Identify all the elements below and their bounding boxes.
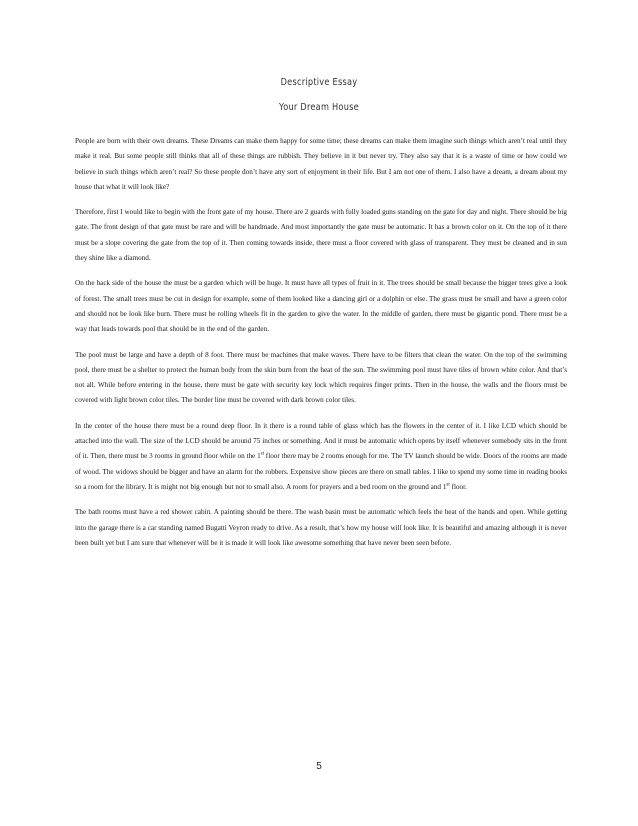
paragraph-5: In the center of the house there must be a round deep floor. In it there is a round table of glass which has the flowers in the center of it. I like LCD which should be attached into the wall. The size of the LCD should be around 75 inches or something. And it must be automatic which opens by itself whenever somebody sits in the front of it. Then, there must be 3 rooms in ground floor while on the 1st floor there may be 2 rooms enough for me. The TV launch should be wide. Doors of the rooms are made of wood. The widows should be bigger and have an alarm for the robbers. Expensive show pieces are there on small tables. I like to spend my some time in reading books so a room for the library. It is might not big enough but not to small also. A room for prayers and a bed room on the ground and 1st floor. <box>75 421 567 491</box>
paragraph-4: The pool must be large and have a depth of 8 foot. There must be machines that make waves. There have to be filters that clean the water. On the top of the swimming pool, there must be a shelter to protect the human body from the skin burn from the heat of the sun. The swimming pool must have tiles of brown white color. And that’s not all. While before entering in the house, there must be gate with security key lock which requires finger prints. Then in the house, the walls and the floors must be covered with light brown color tiles. The border line must be covered with dark brown color tiles. <box>75 350 567 405</box>
page-number: 5 <box>316 761 322 772</box>
paragraph-1: People are born with their own dreams. These Dreams can make them happy for some time; these dreams can make them imagine such things which aren’t real until they make it real. But some people still thinks that all of these things are rubbish. They believe in it but never try. They also say that it is a waste of time or how could we believe in such things which aren’t real? So these people don’t have any sort of enjoyment in their life. But I am not one of them. I also have a dream, a dream about my house that what it will look like? <box>75 137 567 191</box>
essay-subtitle: Your Dream House <box>279 102 359 113</box>
title-block <box>0 77 638 114</box>
paragraph-6: The bath rooms must have a red shower cabin. A painting should be there. The wash basin must be automatic which feels the heat of the hands and open. While getting into the garage there is a car standing named Bugatti Veyron ready to drive. As a result, that’s how my house will look like. It is beautiful and amazing although it is never been built yet but I am sure that whenever will be it is made it will look like awesome something that have never been seen before. <box>75 508 567 547</box>
paragraph-3: On the back side of the house the must be a garden which will be huge. It must have all types of fruit in it. The trees should be small because the bigger trees give a look of forest. The small trees must be cut in design for example, some of them looked like a dancing girl or a dolphin or else. The grass must be small and have a green color and should not be look like burn. There must be rolling wheels fit in the garden to give the water. In the middle of garden, there must be gigantic pond. There must be a way that leads towards pool that should be in the end of the garden. <box>75 279 567 334</box>
essay-title: Descriptive Essay <box>280 77 358 88</box>
essay-body <box>75 134 567 561</box>
paragraph-2: Therefore, first I would like to begin with the front gate of my house. There are 2 guards with fully loaded guns standing on the gate for day and night. There should be big gate. The front design of that gate must be rare and will be handmade. And most importantly the gate must be automatic. It has a brown color on it. On the top of it there must be a slope covering the gate from the top of it. Then coming towards inside, there must a floor covered with glass of transparent. They must be cleaned and in sun they shine like a diamond. <box>75 208 567 263</box>
